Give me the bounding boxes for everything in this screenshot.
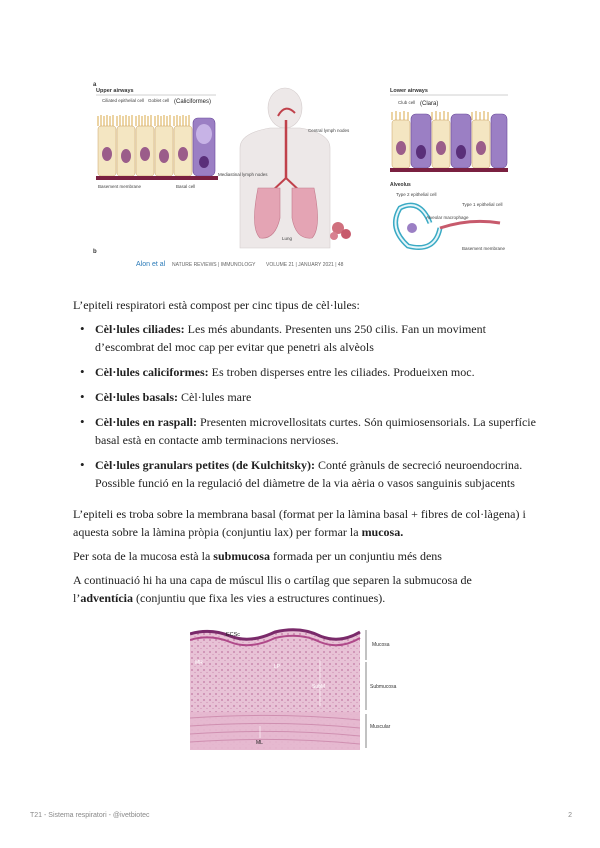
panel-b-label: b xyxy=(93,249,97,255)
list-item-term: Cèl·lules basals: xyxy=(95,390,179,404)
submucosa-paragraph xyxy=(73,547,533,565)
basement-membrane-bar xyxy=(96,176,218,180)
submucosa-pre: Per sota de la mucosa està la xyxy=(73,549,214,563)
list-item xyxy=(73,320,543,356)
cell-types-list xyxy=(73,320,543,499)
list-item-term: Cèl·lules granulars petites (de Kulchitsky): xyxy=(95,458,315,472)
list-item xyxy=(73,413,543,449)
mr-label: MR xyxy=(195,660,203,666)
list-item-desc: Es troben disperses entre les ciliades. Produeixen moc. xyxy=(208,365,475,379)
submucosa-post: formada per un conjuntiu més dens xyxy=(269,549,442,563)
ciliated-cell-label: Ciliated epithelial cell xyxy=(102,98,145,103)
list-item-term: Cèl·lules en raspall: xyxy=(95,415,197,429)
ecsc-label: ECSc xyxy=(226,632,241,638)
club-note: (Clara) xyxy=(420,101,439,107)
mucosa-side-label: Mucosa xyxy=(372,642,390,648)
basement2-label: Basement membrane xyxy=(462,246,506,251)
mucosa-text: L’epiteli es troba sobre la membrana basal (format per la làmina basal + fibres de col·làgena) i aquesta sobre la làmina pròpia (conjuntiu lax) per formar la xyxy=(73,507,526,539)
footer-left: T21 - Sistema respiratori - @ivetbiotec xyxy=(30,812,150,819)
basement-membrane-label: Basement membrane xyxy=(98,184,142,189)
type1-cell-label: Type 1 epithelial cell xyxy=(462,202,503,207)
list-item-desc: Conté grànuls de secreció neuroendocrina. Possible funció en la regulació del diàmetre de la via aèria o vasos sanguinis subjacents xyxy=(95,458,523,490)
muscular-side-label: Muscular xyxy=(370,724,391,730)
submucosa-side-label: Submucosa xyxy=(370,684,397,690)
central-nodes-label: Central lymph nodes xyxy=(308,128,350,133)
mucosa-paragraph xyxy=(73,505,533,541)
macrophage-label: Alveolar macrophage xyxy=(426,215,469,220)
submucosa-term: submucosa xyxy=(213,549,270,563)
mediastinal-nodes-label: Mediastinal lymph nodes xyxy=(218,172,268,177)
citation-journal: NATURE REVIEWS | IMMUNOLOGY xyxy=(172,262,256,268)
list-item xyxy=(73,456,543,492)
goblet-cell-label: Goblet cell xyxy=(148,98,170,103)
adventitia-post: (conjuntiu que fixa les vies a estructures continues). xyxy=(133,591,386,605)
ml-label: ML xyxy=(256,740,263,746)
adventitia-paragraph xyxy=(73,571,533,607)
type2-cell-label: Type 2 epithelial cell xyxy=(396,192,437,197)
list-item-desc: Cèl·lules mare xyxy=(178,390,252,404)
upper-airways-title: Upper airways xyxy=(96,88,134,94)
list-item xyxy=(73,388,543,406)
page-number: 2 xyxy=(568,812,572,819)
list-item-term: Cèl·lules ciliades: xyxy=(95,322,185,336)
adventitia-pre: A continuació hi ha una capa de múscul llis o cartílag que separen la submucosa de l’ xyxy=(73,573,472,605)
citation-author: Alon et al xyxy=(136,261,166,268)
histology-figure xyxy=(190,626,420,750)
intro-text: L’epiteli respiratori està compost per cinc tipus de cèl·lules: xyxy=(73,298,360,312)
alveolus-title: Alveolus xyxy=(390,182,411,188)
submucosa-tag: SubM xyxy=(312,684,326,690)
citation-volume: VOLUME 21 | JANUARY 2021 | 48 xyxy=(266,262,344,268)
lower-airways-title: Lower airways xyxy=(390,88,428,94)
list-item-desc: Les més abundants. Presenten uns 250 cilis. Fan un moviment d’escombrat del moc cap per evitar que penetri als alvèols xyxy=(95,322,486,354)
lp-label: LP xyxy=(274,664,281,670)
adventitia-term: adventícia xyxy=(80,591,134,605)
mucosa-term: mucosa. xyxy=(361,525,404,539)
list-item-desc: Presenten microvellositats curtes. Són quimiosensorials. La superfície basal està en contacte amb terminacions nervioses. xyxy=(95,415,536,447)
club-cell-label: Club cell xyxy=(398,100,416,105)
lung-label: Lung xyxy=(282,236,293,241)
panel-a-label: a xyxy=(93,82,97,88)
goblet-note: (Caliciformes) xyxy=(174,99,212,105)
basal-cell-label: Basal cell xyxy=(176,184,196,189)
list-item-term: Cèl·lules caliciformes: xyxy=(95,365,209,379)
list-item xyxy=(73,363,543,381)
respiratory-epithelium-figure xyxy=(90,78,510,270)
goblet-cell xyxy=(193,118,215,176)
